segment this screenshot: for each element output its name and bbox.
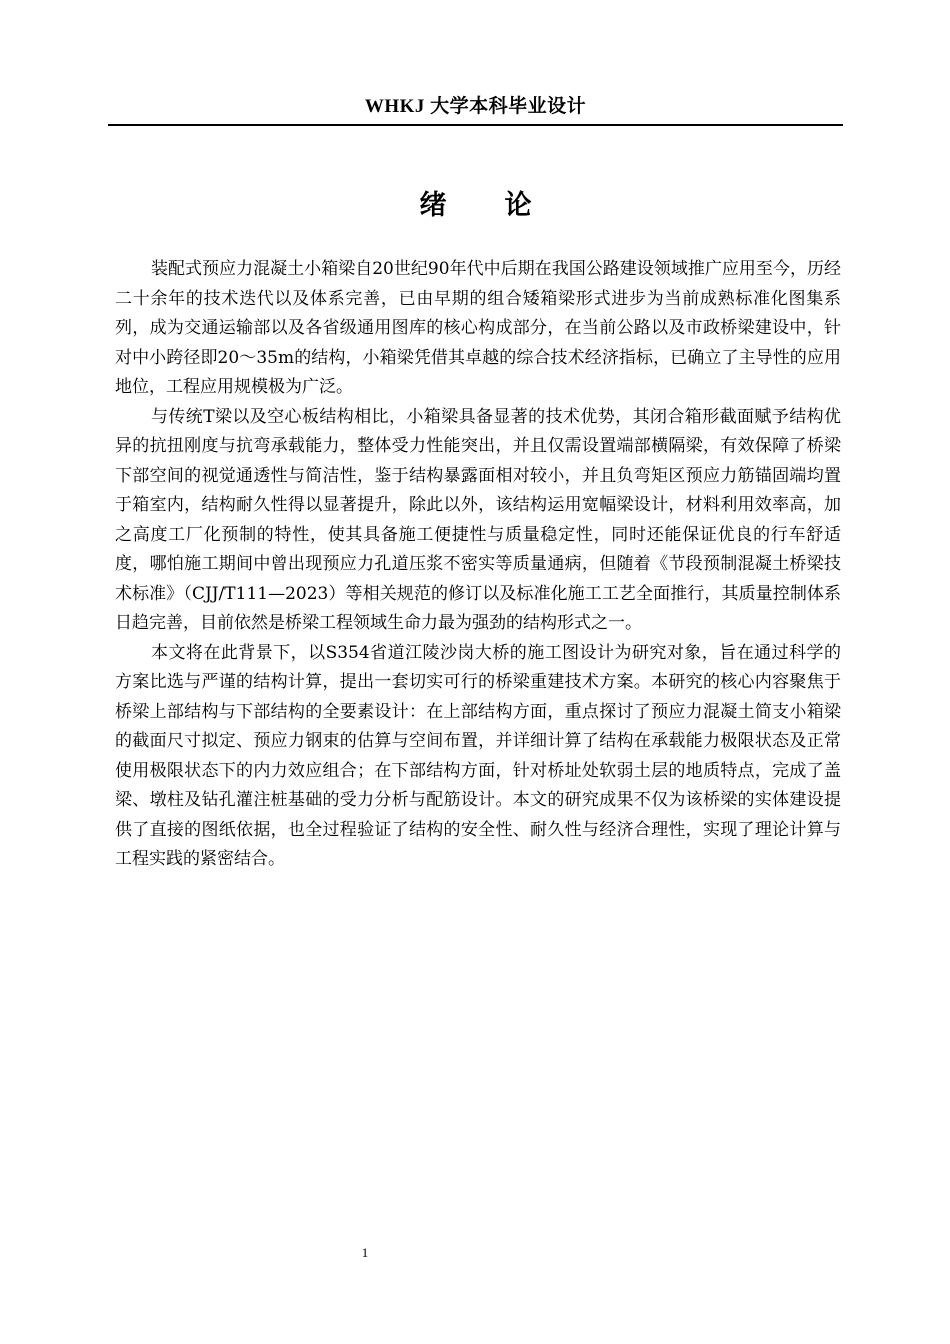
page-number: 1	[361, 1245, 369, 1260]
chapter-title: 绪论	[419, 190, 590, 221]
paragraph-3: 本文将在此背景下，以S354省道江陵沙岗大桥的施工图设计为研究对象，旨在通过科学的方案比选与严谨的结构计算，提出一套切实可行的桥梁重建技术方案。本研究的核心内容聚焦于桥梁上部结构与下部结构的全要素设计：在上部结构方面，重点探讨了预应力混凝土简支小箱梁的截面尺寸拟定、预应力钢束的估算与空间布置，并详细计算了结构在承载能力极限状态及正常使用极限状态下的内力效应组合；在下部结构方面，针对桥址处软弱土层的地质特点，完成了盖梁、墩柱及钻孔灌注桩基础的受力分析与配筋设计。本文的研究成果不仅为该桥梁的实体建设提供了直接的图纸依据，也全过程验证了结构的安全性、耐久性与经济合理性，实现了理论计算与工程实践的紧密结合。	[115, 642, 841, 869]
paragraph-1: 装配式预应力混凝土小箱梁自20世纪90年代中后期在我国公路建设领域推广应用至今，历经二十余年的技术迭代以及体系完善，已由早期的组合矮箱梁形式进步为当前成熟标准化图集系列，成为交通运输部以及各省级通用图库的核心构成部分，在当前公路以及市政桥梁建设中，针对中小跨径即20～35m的结构，小箱梁凭借其卓越的综合技术经济指标，已确立了主导性的应用地位，工程应用规模极为广泛。	[115, 259, 841, 397]
body-text	[115, 255, 841, 875]
page-header	[108, 92, 843, 128]
paragraph-2: 与传统T梁以及空心板结构相比，小箱梁具备显著的技术优势，其闭合箱形截面赋予结构优异的抗扭刚度与抗弯承载能力，整体受力性能突出，并且仅需设置端部横隔梁，有效保障了桥梁下部空间的视觉通透性与简洁性，鉴于结构暴露面相对较小，并且负弯矩区预应力筋锚固端均置于箱室内，结构耐久性得以显著提升，除此以外，该结构运用宽幅梁设计，材料利用效率高，加之高度工厂化预制的特性，使其具备施工便捷性与质量稳定性，同时还能保证优良的行车舒适度，哪怕施工期间中曾出现预应力孔道压浆不密实等质量通病，但随着《节段预制混凝土桥梁技术标准》（CJJ/T111—2023）等相关规范的修订以及标准化施工工艺全面推行，其质量控制体系日趋完善，目前依然是桥梁工程领域生命力最为强劲的结构形式之一。	[115, 406, 841, 633]
header-title: WHKJ 大学本科毕业设计	[364, 96, 587, 117]
header-divider	[108, 124, 843, 126]
